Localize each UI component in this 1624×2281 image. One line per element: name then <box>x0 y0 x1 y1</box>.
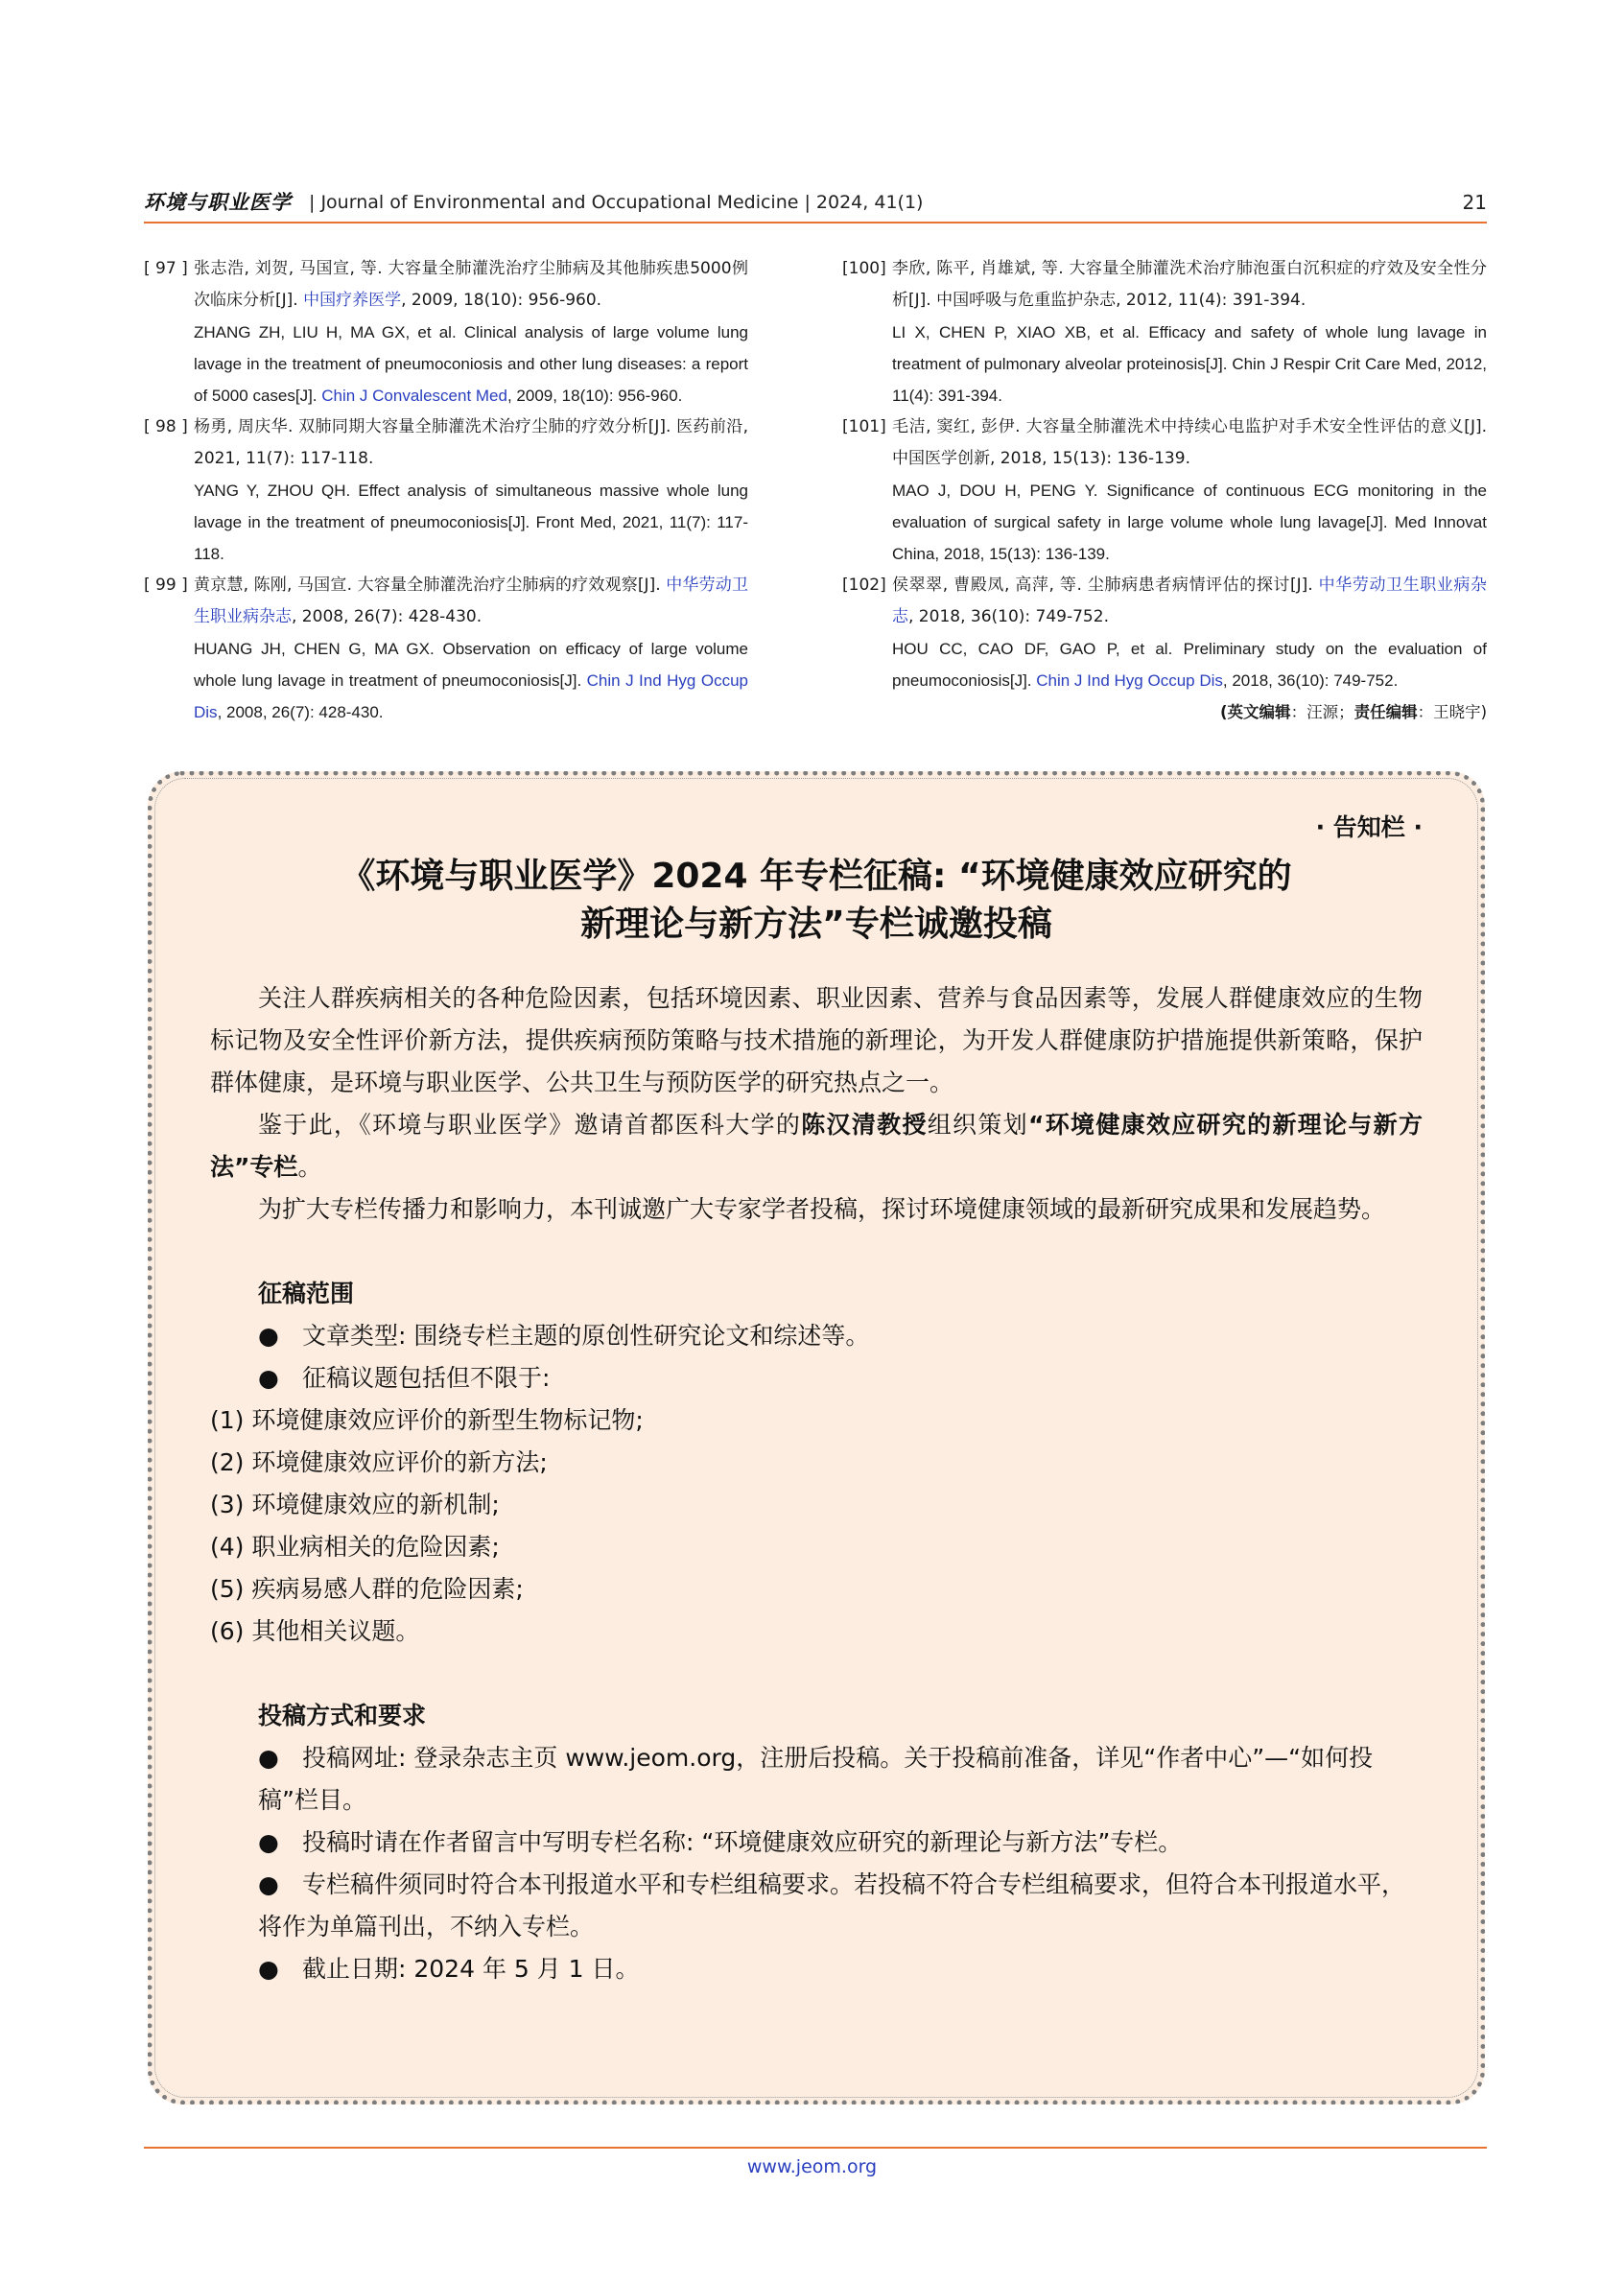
reference-chinese-tail: , 2009, 18(10): 956-960. <box>401 291 602 310</box>
topic-item: (1) 环境健康效应评价的新型生物标记物; <box>210 1406 644 1434</box>
journal-link[interactable]: 中华劳动卫生职业病杂志 <box>892 576 1487 626</box>
reference-chinese-tail: , 2018, 36(10): 749-752. <box>908 607 1109 626</box>
reference-number: [ 97 ] <box>144 259 188 278</box>
bullet-dot: ● <box>258 1744 279 1772</box>
reference-entry <box>144 570 748 728</box>
reference-chinese-text: 张志浩, 刘贺, 马国宣, 等. 大容量全肺灌洗治疗尘肺病及其他肺疾患5000例次临床分析[J]. <box>194 259 748 310</box>
bullet-item <box>210 1315 1423 1357</box>
reference-english-text: HOU CC, CAO DF, GAO P, et al. Preliminary study on the evaluation of pneumoconiosis[J]. <box>892 640 1487 690</box>
reference-chinese-tail: , 2008, 26(7): 428-430. <box>292 607 482 626</box>
footer-url-link[interactable]: www.jeom.org <box>746 2156 878 2177</box>
reference-english-text: MAO J, DOU H, PENG Y. Significance of continuous ECG monitoring in the evaluation of surgical safety in large volume whole lung lavage[J]. Med Innovat China, 2018, 15(13): 136-139. <box>892 482 1487 563</box>
reference-number: [100] <box>842 259 886 278</box>
reference-english-text: ZHANG ZH, LIU H, MA GX, et al. Clinical analysis of large volume lung lavage in the treatment of pneumoconiosis and other lung diseases: a report of 5000 cases[J]. <box>194 323 748 405</box>
intro-paragraph: 关注人群疾病相关的各种危险因素，包括环境因素、职业因素、营养与食品因素等，发展人群健康效应的生物标记物及安全性评价新方法，提供疾病预防策略与技术措施的新理论，为开发人群健康防护措施提供新策略，保护群体健康，是环境与职业医学、公共卫生与预防医学的研究热点之一。 <box>210 984 1423 1096</box>
bullet-dot: ● <box>258 1828 279 1856</box>
notice-title-line-1: 《环境与职业医学》2024 年专栏征稿: “环境健康效应研究的 <box>341 857 1292 896</box>
reference-english <box>892 475 1487 570</box>
reference-chinese-text: 侯翠翠, 曹殿凤, 高萍, 等. 尘肺病患者病情评估的探讨[J]. <box>892 576 1319 595</box>
journal-link[interactable]: 中国疗养医学 <box>303 291 402 310</box>
scope-bullet-list <box>210 1315 1423 1399</box>
reference-chinese-text: 毛洁, 窦红, 彭伊. 大容量全肺灌洗术中持续心电监护对手术安全性评估的意义[J]. 中国医学创新, 2018, 15(13): 136-139. <box>892 417 1487 468</box>
bullet-text: 征稿议题包括但不限于: <box>302 1364 551 1392</box>
journal-citation: | Journal of Environmental and Occupational Medicine | 2024, 41(1) <box>309 192 924 213</box>
reference-english <box>194 317 748 412</box>
bullet-item <box>210 1357 1423 1399</box>
journal-logo: 环境与职业医学 <box>144 190 292 214</box>
reference-english <box>194 633 748 728</box>
bullet-dot: ● <box>258 1322 279 1350</box>
bullet-item <box>210 1737 1423 1822</box>
call-for-papers-notice <box>148 771 1485 2105</box>
reference-chinese <box>892 412 1487 475</box>
reference-number: [102] <box>842 576 886 595</box>
scope-heading: 征稿范围 <box>258 1280 355 1307</box>
journal-link[interactable]: Chin J Convalescent Med <box>321 387 507 405</box>
topic-item: (2) 环境健康效应评价的新方法; <box>210 1448 548 1476</box>
bullet-dot: ● <box>258 1870 279 1898</box>
bullet-text: 文章类型: 围绕专栏主题的原创性研究论文和综述等。 <box>302 1322 870 1350</box>
reference-number: [ 98 ] <box>144 417 188 436</box>
bullet-text: 截止日期: 2024 年 5 月 1 日。 <box>302 1955 640 1983</box>
reference-entry <box>144 412 748 570</box>
reference-english <box>194 475 748 570</box>
bullet-text: 专栏稿件须同时符合本刊报道水平和专栏组稿要求。若投稿不符合专栏组稿要求，但符合本刊报道水平，将作为单篇刊出，不纳入专栏。 <box>258 1870 1406 1940</box>
column-tag: · 告知栏 · <box>1315 813 1423 841</box>
journal-link[interactable]: Chin J Ind Hyg Occup Dis <box>194 671 748 721</box>
bullet-text: 投稿时请在作者留言中写明专栏名称: “环境健康效应研究的新理论与新方法”专栏。 <box>302 1828 1183 1856</box>
topic-item: (3) 环境健康效应的新机制; <box>210 1491 500 1518</box>
reference-entry <box>842 412 1487 570</box>
notice-body <box>210 977 1423 1990</box>
topic-item: (4) 职业病相关的危险因素; <box>210 1533 500 1561</box>
page-number: 21 <box>1462 191 1487 214</box>
reference-chinese-text: 李欣, 陈平, 肖雄斌, 等. 大容量全肺灌洗术治疗肺泡蛋白沉积症的疗效及安全性分析[J]. 中国呼吸与危重监护杂志, 2012, 11(4): 391-394. <box>892 259 1487 310</box>
notice-title-line-2: 新理论与新方法”专栏诚邀投稿 <box>580 905 1052 944</box>
bullet-dot: ● <box>258 1364 279 1392</box>
submission-heading: 投稿方式和要求 <box>258 1702 427 1729</box>
reference-chinese <box>892 253 1487 317</box>
bullet-dot: ● <box>258 1955 279 1983</box>
reference-english-tail: , 2008, 26(7): 428-430. <box>217 703 384 721</box>
topic-item: (5) 疾病易感人群的危险因素; <box>210 1575 524 1603</box>
bullet-item <box>210 1864 1423 1948</box>
reference-entry <box>842 570 1487 696</box>
reference-english-tail: , 2018, 36(10): 749-752. <box>1222 671 1399 690</box>
header-rule <box>144 222 1487 223</box>
bullet-item <box>210 1822 1423 1864</box>
references-left-column <box>144 253 748 728</box>
bullet-item <box>210 1948 1423 1990</box>
reference-entry <box>144 253 748 412</box>
reference-chinese-text: 杨勇, 周庆华. 双肺同期大容量全肺灌洗术治疗尘肺的疗效分析[J]. 医药前沿, 2021, 11(7): 117-118. <box>194 417 748 468</box>
bullet-text: 投稿网址: 登录杂志主页 www.jeom.org，注册后投稿。关于投稿前准备，详见“作者中心”—“如何投稿”栏目。 <box>258 1744 1374 1814</box>
reference-chinese-text: 黄京慧, 陈刚, 马国宣. 大容量全肺灌洗治疗尘肺病的疗效观察[J]. <box>194 576 667 595</box>
reference-chinese <box>194 253 748 317</box>
topic-list <box>210 1399 1423 1653</box>
reference-number: [ 99 ] <box>144 576 188 595</box>
running-header <box>144 188 1487 219</box>
footer-rule <box>144 2147 1487 2149</box>
journal-link[interactable]: 中华劳动卫生职业病杂志 <box>194 576 749 626</box>
reference-english <box>892 317 1487 412</box>
reference-english-tail: , 2009, 18(10): 956-960. <box>506 387 683 405</box>
reference-number: [101] <box>842 417 886 436</box>
reference-entry <box>842 253 1487 412</box>
journal-link[interactable]: Chin J Ind Hyg Occup Dis <box>1036 671 1223 690</box>
appeal-paragraph: 为扩大专栏传播力和影响力，本刊诚邀广大专家学者投稿，探讨环境健康领域的最新研究成果和发展趋势。 <box>258 1195 1386 1223</box>
reference-chinese <box>194 570 748 633</box>
reference-chinese <box>194 412 748 475</box>
notice-title <box>153 853 1480 949</box>
references-right-column <box>842 253 1487 728</box>
reference-english-text: YANG Y, ZHOU QH. Effect analysis of simultaneous massive whole lung lavage in the treatment of pneumoconiosis[J]. Front Med, 2021, 11(7): 117-118. <box>194 482 748 563</box>
editors-credit: (英文编辑：汪源；责任编辑：王晓宇) <box>1220 703 1487 721</box>
reference-english-text: LI X, CHEN P, XIAO XB, et al. Efficacy and safety of whole lung lavage in treatment of pulmonary alveolar proteinosis[J]. Chin J Respir Crit Care Med, 2012, 11(4): 391-394. <box>892 323 1487 405</box>
invitation-paragraph: 鉴于此，《环境与职业医学》邀请首都医科大学的陈汉清教授组织策划“环境健康效应研究的新理论与新方法”专栏。 <box>210 1111 1423 1181</box>
reference-english-text: HUANG JH, CHEN G, MA GX. Observation on efficacy of large volume whole lung lavage in treatment of pneumoconiosis[J]. <box>194 640 748 690</box>
reference-chinese <box>892 570 1487 633</box>
topic-item: (6) 其他相关议题。 <box>210 1617 420 1645</box>
submission-bullet-list <box>210 1737 1423 1990</box>
reference-english <box>892 633 1487 696</box>
